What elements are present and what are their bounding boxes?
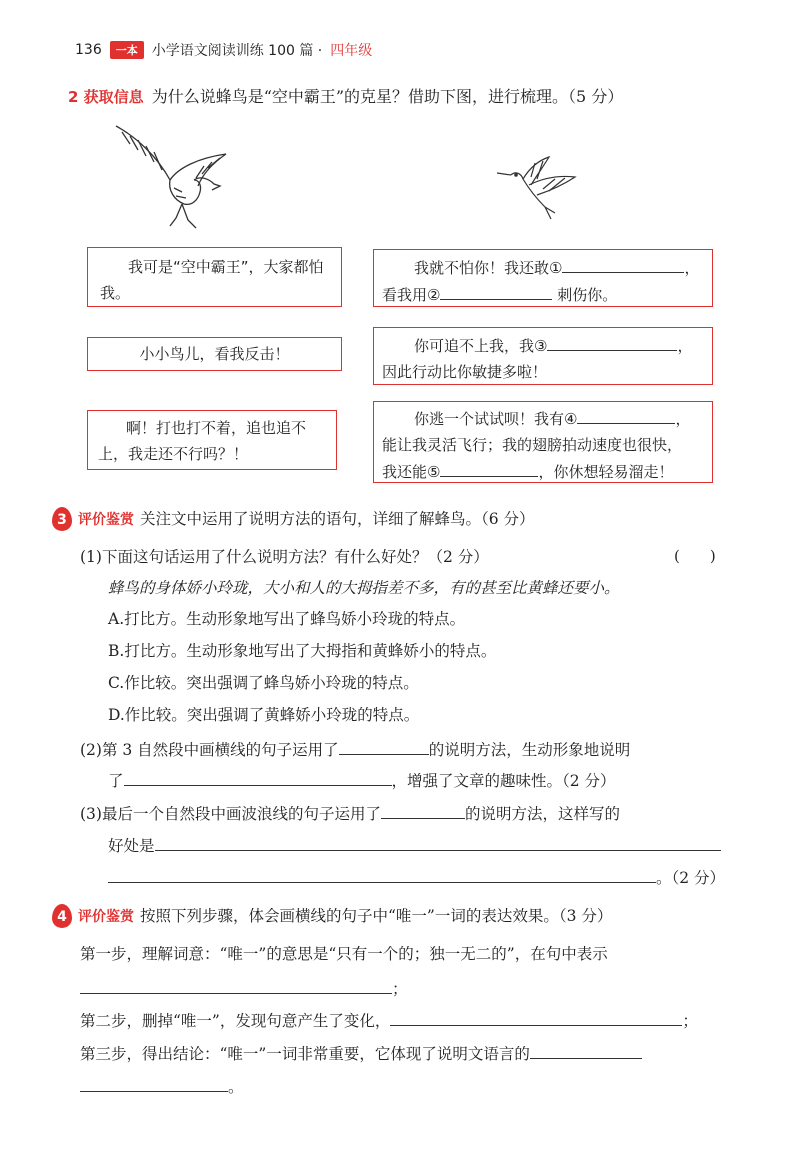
q3-sub2-blank-1[interactable] bbox=[339, 736, 429, 755]
q3-sub1: (1)下面这句话运用了什么说明方法？有什么好处？（2 分） bbox=[80, 548, 489, 566]
hummingbird-speech-3: 你逃一个试试呗！我有④ ， 能让我灵活飞行；我的翅膀拍动速度也很快， 我还能⑤ ，你休想轻易溜走！ bbox=[373, 401, 713, 483]
q3-sub3-blank-3[interactable] bbox=[108, 864, 656, 883]
question-2 bbox=[68, 84, 623, 107]
question-2-text: 为什么说蜂鸟是“空中霸王”的克星？借助下图，进行梳理。（5 分） bbox=[151, 87, 624, 106]
q3-option-b[interactable]: B.打比方。生动形象地写出了大拇指和黄蜂娇小的特点。 bbox=[108, 642, 497, 660]
q3-sub3-blank-1[interactable] bbox=[381, 800, 465, 819]
eagle-speech-2: 小小鸟儿，看我反击！ bbox=[87, 337, 342, 371]
eagle-speech-1: 我可是“空中霸王”，大家都怕我。 bbox=[87, 247, 342, 307]
answer-blank-3[interactable] bbox=[547, 332, 677, 351]
q3-sub3-line2: 好处是 bbox=[108, 832, 721, 856]
grade-label: 四年级 bbox=[330, 43, 373, 59]
q3-sub2-line1: (2)第 3 自然段中画横线的句子运用了 的说明方法，生动形象地说明 bbox=[80, 736, 630, 760]
q3-sub1-answer-paren[interactable]: ( ) bbox=[674, 547, 716, 565]
q3-sub2-blank-2[interactable] bbox=[124, 767, 392, 786]
q3-quoted-sentence: 蜂鸟的身体娇小玲珑，大小和人的大拇指差不多，有的甚至比黄蜂还要小。 bbox=[108, 579, 620, 597]
page-header bbox=[75, 40, 372, 60]
q3-option-a[interactable]: A.打比方。生动形象地写出了蜂鸟娇小玲珑的特点。 bbox=[108, 610, 466, 628]
q3-option-d[interactable]: D.作比较。突出强调了黄蜂娇小玲珑的特点。 bbox=[108, 706, 420, 724]
page-number: 136 bbox=[75, 42, 102, 58]
answer-blank-1[interactable] bbox=[562, 254, 684, 273]
eagle-speech-3: 啊！打也打不着，追也追不上，我走还不行吗？！ bbox=[87, 410, 337, 470]
q4-step3-blank-1[interactable] bbox=[530, 1040, 642, 1059]
q4-step1: 第一步，理解词意：“唯一”的意思是“只有一个的；独一无二的”，在句中表示 bbox=[80, 945, 608, 963]
question-2-tag: 2 获取信息 bbox=[68, 88, 144, 106]
q4-step1-blank[interactable] bbox=[80, 975, 392, 994]
question-3-heading bbox=[52, 507, 535, 531]
hummingbird-speech-2: 你可追不上我，我③ ， 因此行动比你敏捷多啦！ bbox=[373, 327, 713, 385]
q4-step1-answer: ； bbox=[80, 975, 408, 999]
brand-badge: 一本 bbox=[110, 41, 144, 59]
q3-sub2-line2: 了 ，增强了文章的趣味性。（2 分） bbox=[108, 767, 616, 791]
q4-step2-blank[interactable] bbox=[390, 1007, 682, 1026]
answer-blank-5[interactable] bbox=[440, 458, 538, 477]
question-4-heading bbox=[52, 904, 612, 928]
question-3-title: 关注文中运用了说明方法的语句，详细了解蜂鸟。（6 分） bbox=[140, 510, 535, 528]
hummingbird-speech-1: 我就不怕你！我还敢① ， 看我用② 刺伤你。 bbox=[373, 249, 713, 307]
hummingbird-illustration bbox=[495, 155, 580, 225]
q4-step3-cont: 。 bbox=[80, 1073, 244, 1097]
answer-blank-4[interactable] bbox=[577, 405, 675, 424]
q3-option-c[interactable]: C.作比较。突出强调了蜂鸟娇小玲珑的特点。 bbox=[108, 674, 419, 692]
question-4-tag: 评价鉴赏 bbox=[78, 909, 134, 925]
q3-sub3-line1: (3)最后一个自然段中画波浪线的句子运用了 的说明方法，这样写的 bbox=[80, 800, 620, 824]
q4-step3-blank-2[interactable] bbox=[80, 1073, 228, 1092]
q4-step2: 第二步，删掉“唯一”，发现句意产生了变化， ； bbox=[80, 1007, 698, 1031]
question-3-number: 3 bbox=[52, 507, 72, 531]
answer-blank-2[interactable] bbox=[440, 281, 552, 300]
q4-step3: 第三步，得出结论：“唯一”一词非常重要，它体现了说明文语言的 bbox=[80, 1040, 642, 1064]
question-3-tag: 评价鉴赏 bbox=[78, 512, 134, 528]
eagle-illustration bbox=[108, 118, 238, 233]
question-4-title: 按照下列步骤，体会画横线的句子中“唯一”一词的表达效果。（3 分） bbox=[140, 907, 613, 925]
book-title: 小学语文阅读训练 100 篇 · bbox=[151, 43, 323, 59]
q3-sub3-blank-2[interactable] bbox=[155, 832, 721, 851]
question-4-number: 4 bbox=[52, 904, 72, 928]
q3-sub3-line3: 。（2 分） bbox=[108, 864, 725, 888]
